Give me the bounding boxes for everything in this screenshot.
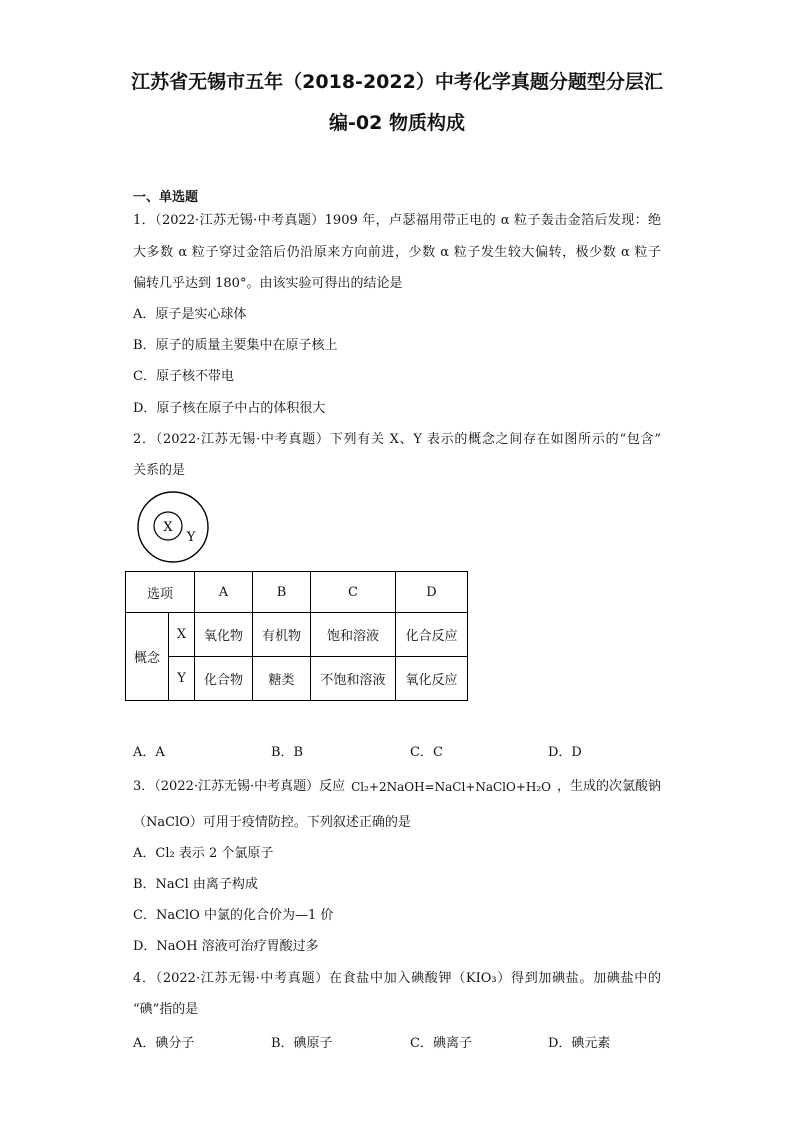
q2-option-c: C．C bbox=[410, 745, 443, 760]
q1-option-d: D．原子核在原子中占的体积很大 bbox=[133, 401, 326, 416]
q1-stem-line-3: 偏转几乎达到 180°。由该实验可得出的结论是 bbox=[133, 276, 403, 291]
q3-stem-prefix: 3．（2022·江苏无锡·中考真题）反应 bbox=[133, 779, 346, 794]
q2-stem-line-2: 关系的是 bbox=[133, 463, 186, 478]
table-header-row bbox=[126, 572, 468, 613]
q3-option-d: D．NaOH 溶液可治疗胃酸过多 bbox=[133, 939, 319, 954]
q4-stem-line-1: 4．（2022·江苏无锡·中考真题）在食盐中加入碘酸钾（KIO₃）得到加碘盐。加碘盐中的 bbox=[133, 971, 661, 986]
table-cell: 氧化物 bbox=[195, 613, 253, 657]
table-cell: 化合反应 bbox=[396, 613, 468, 657]
q4-option-a: A．碘分子 bbox=[133, 1036, 195, 1051]
q1-stem-line-2: 大多数 α 粒子穿过金箔后仍沿原来方向前进，少数 α 粒子发生较大偏转，极少数 α 粒子 bbox=[133, 245, 661, 260]
diagram-label-x: X bbox=[163, 520, 173, 535]
table-cell: 不饱和溶液 bbox=[311, 657, 396, 701]
q4-option-b: B．碘原子 bbox=[271, 1036, 333, 1051]
q1-option-a: A．原子是实心球体 bbox=[133, 307, 247, 322]
table-header-cell: D bbox=[396, 572, 468, 613]
table-row-key: Y bbox=[169, 657, 195, 701]
concept-table bbox=[125, 571, 468, 701]
q3-stem-line-2: （NaClO）可用于疫情防控。下列叙述正确的是 bbox=[133, 815, 411, 830]
table-header-cell: B bbox=[253, 572, 311, 613]
section-heading: 一、单选题 bbox=[133, 190, 199, 205]
inclusion-diagram bbox=[137, 489, 227, 565]
table-cell: 氧化反应 bbox=[396, 657, 468, 701]
q2-option-a: A．A bbox=[133, 745, 165, 760]
q4-stem-line-2: “碘”指的是 bbox=[133, 1002, 199, 1017]
document-title-line-1: 江苏省无锡市五年（2018-2022）中考化学真题分题型分层汇 bbox=[131, 71, 663, 93]
outer-circle-y bbox=[138, 492, 208, 562]
table-row-label: 概念 bbox=[126, 613, 169, 701]
q2-option-b: B．B bbox=[271, 745, 304, 760]
table-header-cell: C bbox=[311, 572, 396, 613]
document-title-line-2: 编-02 物质构成 bbox=[329, 112, 465, 134]
q4-option-c: C．碘离子 bbox=[410, 1036, 472, 1051]
q4-option-d: D．碘元素 bbox=[548, 1036, 611, 1051]
table-row bbox=[126, 613, 468, 657]
q3-stem-line-1 bbox=[133, 778, 661, 796]
table-cell: 糖类 bbox=[253, 657, 311, 701]
q3-stem-suffix: ，生成的次氯酸钠 bbox=[556, 779, 661, 794]
table-row-key: X bbox=[169, 613, 195, 657]
q1-stem-line-1: 1．（2022·江苏无锡·中考真题）1909 年，卢瑟福用带正电的 α 粒子轰击金箔后发现：绝 bbox=[133, 213, 661, 228]
table-cell: 化合物 bbox=[195, 657, 253, 701]
table-cell: 有机物 bbox=[253, 613, 311, 657]
table-row bbox=[126, 657, 468, 701]
q3-option-c: C．NaClO 中氯的化合价为—1 价 bbox=[133, 908, 334, 923]
table-header-cell: 选项 bbox=[126, 572, 195, 613]
q2-stem-line-1: 2．（2022·江苏无锡·中考真题）下列有关 X、Y 表示的概念之间存在如图所示的“包含” bbox=[133, 432, 661, 447]
q1-option-c: C．原子核不带电 bbox=[133, 369, 234, 384]
q3-equation: Cl₂+2NaOH=NaCl+NaClO+H₂O bbox=[351, 780, 552, 794]
q3-option-a: A．Cl₂ 表示 2 个氯原子 bbox=[133, 846, 274, 861]
diagram-label-y: Y bbox=[186, 530, 196, 545]
q3-option-b: B．NaCl 由离子构成 bbox=[133, 877, 258, 892]
q2-option-d: D．D bbox=[548, 745, 582, 760]
q1-option-b: B．原子的质量主要集中在原子核上 bbox=[133, 338, 338, 353]
table-cell: 饱和溶液 bbox=[311, 613, 396, 657]
table-header-cell: A bbox=[195, 572, 253, 613]
